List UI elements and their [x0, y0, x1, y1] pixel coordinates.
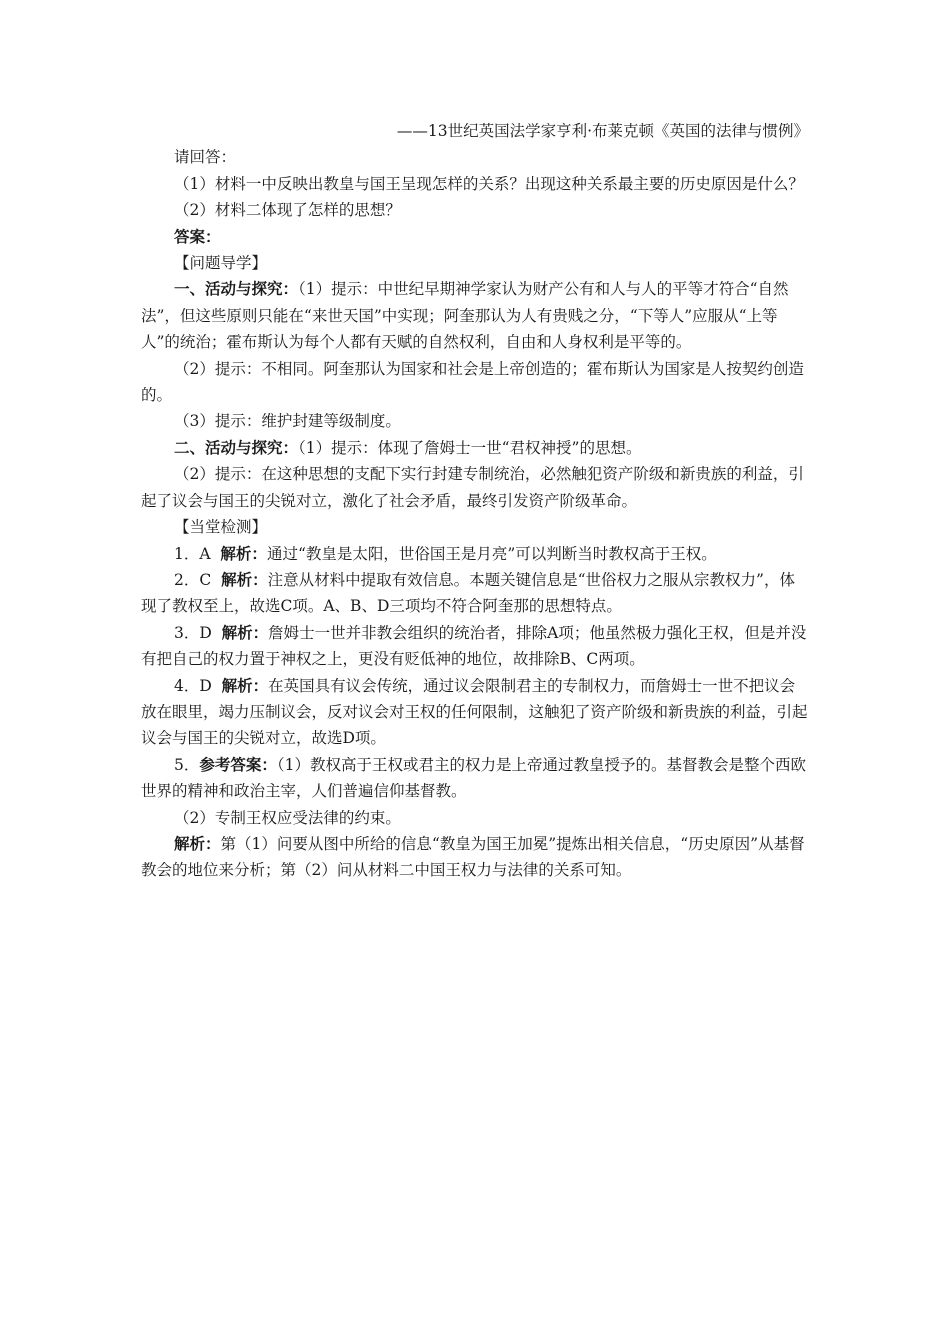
document-body	[141, 118, 809, 884]
item-number: 2．C	[174, 570, 212, 589]
source-citation: ——13世纪英国法学家亨利·布莱克顿《英国的法律与惯例》	[396, 122, 809, 140]
activity-1-paragraph-3: （3）提示：维护封建等级制度。	[174, 412, 401, 431]
question-2: （2）材料二体现了怎样的思想？	[174, 201, 401, 220]
activity-2-paragraph-2: （2）提示：在这种思想的支配下实行封建专制统治，必然触犯资产阶级和新贵族的利益，引起了议会与国王的尖锐对立，激化了社会矛盾，最终引发资产阶级革命。	[141, 465, 804, 510]
item-5-text-1: （1）教权高于王权或君主的权力是上帝通过教皇授予的。基督教会是整个西欧世界的精神和政治主宰，人们普遍信仰基督教。	[141, 755, 807, 801]
reference-answer-label: 参考答案：	[199, 754, 277, 774]
check-item-2	[141, 567, 809, 620]
item-analysis-label: 解析：	[221, 569, 268, 589]
item-text: 在英国具有议会传统，通过议会限制君主的专制权力，而詹姆士一世不把议会放在眼里，竭力压制议会，反对议会对王权的任何限制，这触犯了资产阶级和新贵族的利益，引起议会与国王的尖锐对立，故选D项。	[141, 676, 808, 748]
item-number: 1．A	[174, 544, 211, 563]
check-item-4	[141, 673, 809, 752]
activity-1-text-1: （1）提示：中世纪早期神学家认为财产公有和人与人的平等才符合“自然法”，但这些原则只能在“来世天国”中实现；阿奎那认为人有贵贱之分，“下等人”应服从“上等人”的统治；霍布斯认为每个人都有天赋的自然权利，自由和人身权利是平等的。	[141, 280, 789, 352]
item-analysis-label: 解析：	[220, 543, 267, 563]
activity-1-paragraph-2: （2）提示：不相同。阿奎那认为国家和社会是上帝创造的；霍布斯认为国家是人按契约创造的。	[141, 359, 804, 405]
item-5-analysis	[141, 831, 809, 884]
analysis-label: 解析：	[174, 833, 221, 853]
analysis-text: 第（1）问要从图中所给的信息“教皇为国王加冕”提炼出相关信息，“历史原因”从基督教会的地位来分析；第（2）问从材料二中国王权力与法律的关系可知。	[141, 834, 805, 880]
item-5-paragraph-2: （2）专制王权应受法律的约束。	[174, 808, 401, 827]
activity-1-label: 一、活动与探究：	[174, 279, 299, 299]
section-heading-guided: 【问题导学】	[174, 254, 268, 273]
check-item-5	[141, 752, 809, 805]
item-number: 4．D	[174, 676, 212, 695]
prompt-text: 请回答：	[174, 148, 237, 167]
check-item-3	[141, 620, 809, 673]
check-item-1	[141, 541, 809, 567]
item-text: 注意从材料中提取有效信息。本题关键信息是“世俗权力之服从宗教权力”，体现了教权至上，故选C项。A、B、D三项均不符合阿奎那的思想特点。	[141, 570, 795, 616]
activity-2-text-1: （1）提示：体现了詹姆士一世“君权神授”的思想。	[298, 438, 642, 457]
activity-1-paragraph-1	[141, 276, 809, 355]
section-heading-check: 【当堂检测】	[174, 518, 268, 537]
item-text: 通过“教皇是太阳，世俗国王是月亮”可以判断当时教权高于王权。	[266, 544, 717, 563]
answer-heading: 答案：	[174, 226, 221, 246]
item-analysis-label: 解析：	[221, 622, 269, 642]
activity-2-label: 二、活动与探究：	[174, 437, 299, 457]
item-number: 3．D	[174, 623, 212, 642]
item-text: 詹姆士一世并非教会组织的统治者，排除A项；他虽然极力强化王权，但是并没有把自己的权力置于神权之上，更没有贬低神的地位，故排除B、C两项。	[141, 623, 807, 669]
item-number: 5．	[174, 755, 200, 774]
question-1: （1）材料一中反映出教皇与国王呈现怎样的关系？出现这种关系最主要的历史原因是什么？	[174, 174, 804, 193]
item-analysis-label: 解析：	[221, 675, 269, 695]
activity-2-paragraph-1	[141, 435, 809, 461]
